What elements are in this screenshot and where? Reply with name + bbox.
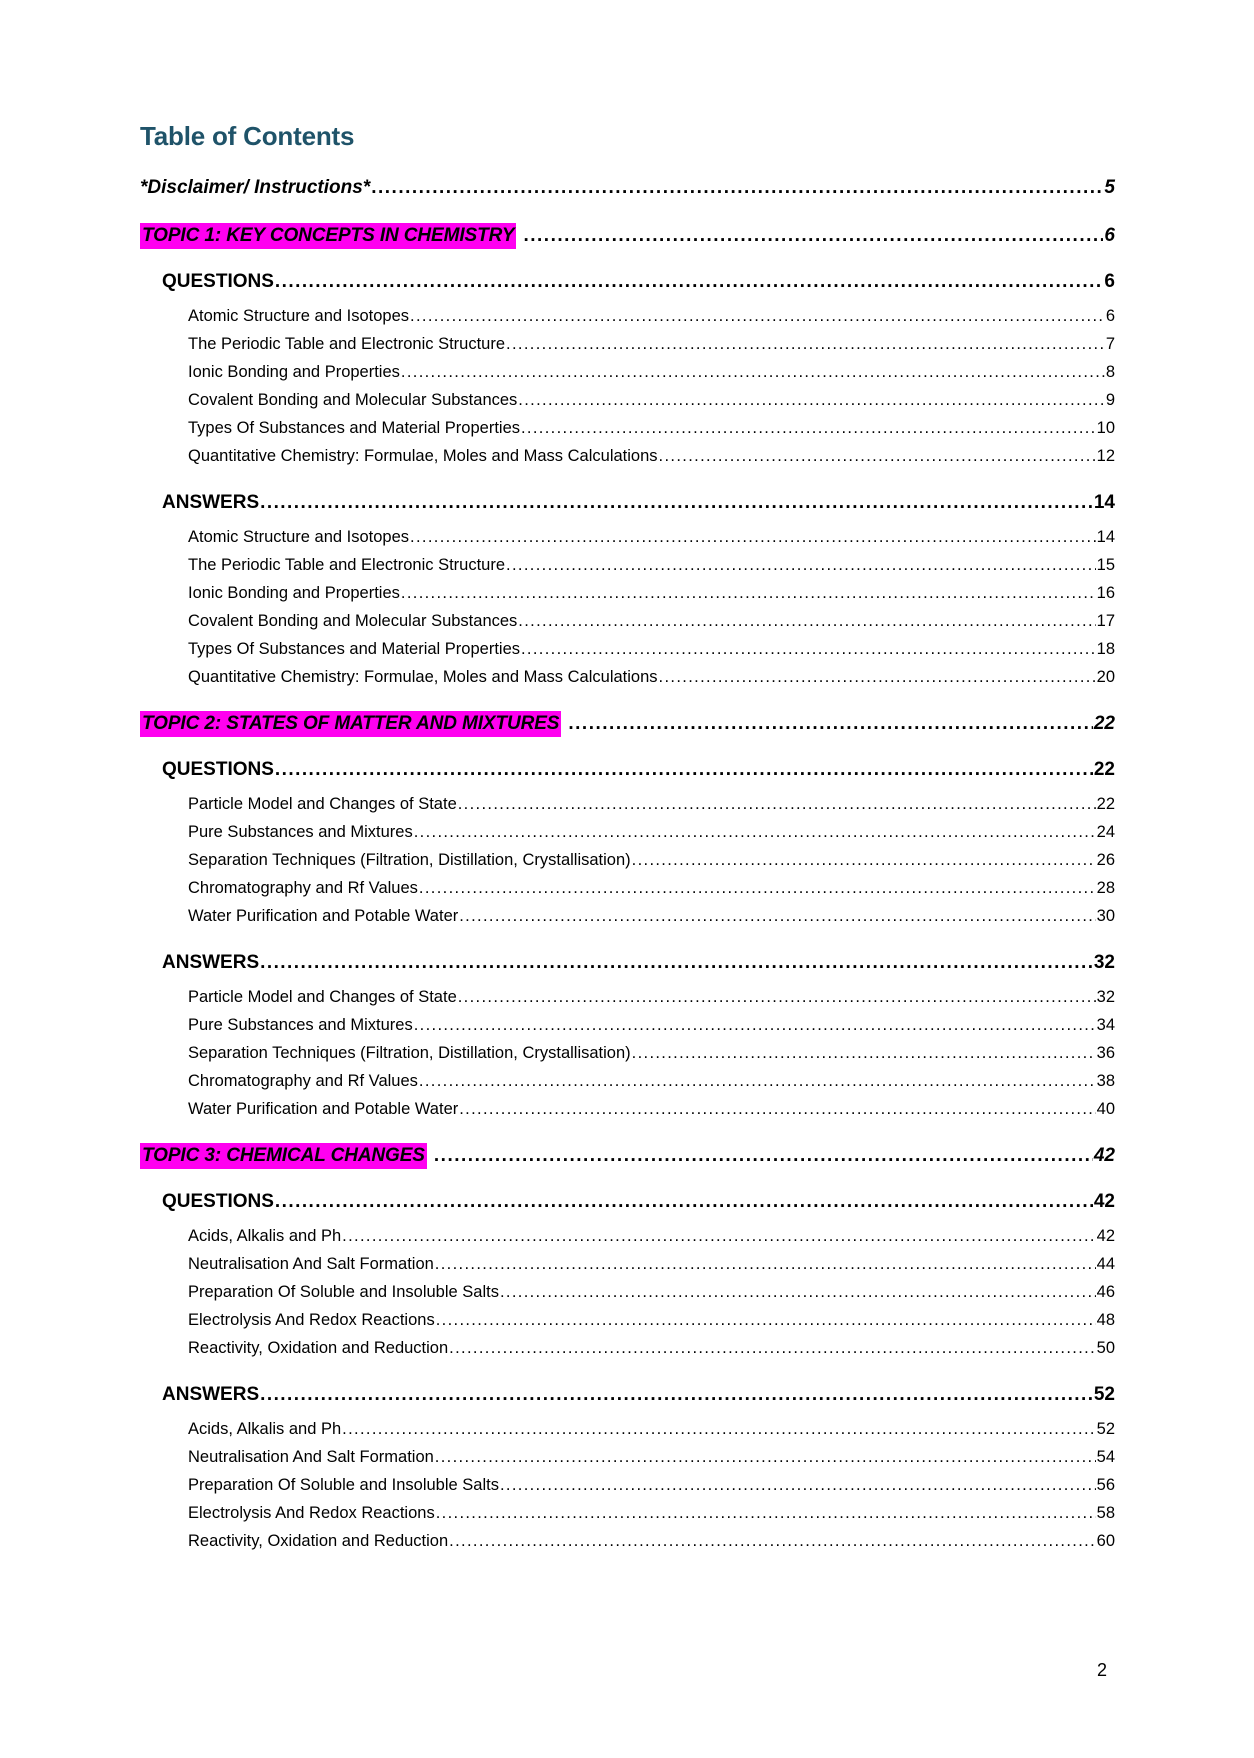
toc-entry-label: Acids, Alkalis and Ph [188, 1226, 342, 1245]
toc-entry-label: The Periodic Table and Electronic Structure [188, 334, 506, 353]
toc-entry-page-number: 22 [1093, 712, 1115, 734]
toc-entry-item[interactable] [140, 1072, 1115, 1091]
toc-entry-page-number: 60 [1096, 1531, 1115, 1550]
toc-dot-leader [260, 1384, 1093, 1406]
toc-dot-leader [659, 668, 1096, 687]
toc-entry-page-number: 6 [1104, 270, 1115, 292]
toc-dot-leader [275, 271, 1104, 293]
toc-entry-page-number: 46 [1096, 1282, 1115, 1301]
toc-entry-page-number: 28 [1096, 878, 1115, 897]
toc-dot-leader [275, 759, 1093, 781]
toc-entry-page-number: 38 [1096, 1071, 1115, 1090]
toc-entry-label: QUESTIONS [162, 1190, 274, 1212]
toc-entry-item[interactable] [140, 1448, 1115, 1467]
toc-entry-section[interactable] [140, 271, 1115, 293]
toc-entry-item[interactable] [140, 907, 1115, 926]
toc-entry-topic[interactable] [140, 1143, 1115, 1169]
toc-entry-label: *Disclaimer/ Instructions* [140, 176, 371, 198]
toc-entry-page-number: 15 [1096, 555, 1115, 574]
toc-entry-item[interactable] [140, 335, 1115, 354]
toc-entry-label: Particle Model and Changes of State [188, 987, 457, 1006]
toc-dot-leader [632, 1044, 1096, 1063]
toc-entry-page-number: 22 [1096, 794, 1115, 813]
toc-entry-section[interactable] [140, 1384, 1115, 1406]
toc-entry-page-number: 32 [1096, 987, 1115, 1006]
toc-entry-section[interactable] [140, 952, 1115, 974]
toc-entry-page-number: 48 [1096, 1310, 1115, 1329]
toc-dot-leader [401, 584, 1096, 603]
toc-entry-label: ANSWERS [162, 951, 260, 973]
toc-entry-label: Ionic Bonding and Properties [188, 583, 400, 602]
toc-entry-label: Atomic Structure and Isotopes [188, 527, 410, 546]
toc-entry-page-number: 36 [1096, 1043, 1115, 1062]
toc-dot-leader [500, 1476, 1096, 1495]
toc-entry-page-number: 14 [1093, 491, 1115, 513]
toc-dot-leader [436, 1311, 1096, 1330]
toc-entry-item[interactable] [140, 556, 1115, 575]
toc-entry-item[interactable] [140, 1227, 1115, 1246]
toc-entry-page-number: 17 [1096, 611, 1115, 630]
toc-entry-item[interactable] [140, 668, 1115, 687]
toc-entry-page-number: 58 [1096, 1503, 1115, 1522]
toc-dot-leader [435, 1255, 1096, 1274]
toc-entry-label: ANSWERS [162, 491, 260, 513]
toc-dot-leader [260, 492, 1093, 514]
toc-entry-page-number: 16 [1096, 583, 1115, 602]
toc-entry-item[interactable] [140, 391, 1115, 410]
toc-entry-page-number: 42 [1096, 1226, 1115, 1245]
toc-dot-leader [275, 1191, 1093, 1213]
toc-entry-item[interactable] [140, 640, 1115, 659]
toc-entry-item[interactable] [140, 1504, 1115, 1523]
toc-entry-label: Water Purification and Potable Water [188, 1099, 459, 1118]
toc-dot-leader [459, 1100, 1095, 1119]
toc-dot-leader [568, 713, 1092, 735]
toc-entry-label: Particle Model and Changes of State [188, 794, 457, 813]
toc-entry-label: Preparation Of Soluble and Insoluble Salts [188, 1282, 499, 1301]
toc-dot-leader [518, 612, 1095, 631]
toc-entry-item[interactable] [140, 1283, 1115, 1302]
toc-entry-label: Separation Techniques (Filtration, Distillation, Crystallisation) [188, 850, 631, 869]
toc-dot-leader [436, 1504, 1096, 1523]
toc-entry-item[interactable] [140, 1339, 1115, 1358]
toc-entry-item[interactable] [140, 528, 1115, 547]
toc-entry-item[interactable] [140, 1476, 1115, 1495]
toc-entry-label: Pure Substances and Mixtures [188, 1015, 413, 1034]
toc-entry-item[interactable] [140, 1100, 1115, 1119]
toc-entry-page-number: 54 [1096, 1447, 1115, 1466]
toc-entry-topic[interactable] [140, 711, 1115, 737]
toc-dot-leader [449, 1339, 1095, 1358]
toc-entry-label: Covalent Bonding and Molecular Substances [188, 390, 518, 409]
toc-entry-label: Quantitative Chemistry: Formulae, Moles and Mass Calculations [188, 667, 658, 686]
toc-entry-page-number: 32 [1093, 951, 1115, 973]
toc-entry-label: Ionic Bonding and Properties [188, 362, 400, 381]
toc-entry-page-number: 30 [1096, 906, 1115, 925]
toc-entry-label: Covalent Bonding and Molecular Substances [188, 611, 518, 630]
toc-entry-page-number: 8 [1105, 362, 1115, 381]
toc-entry-page-number: 7 [1105, 334, 1115, 353]
toc-dot-leader [449, 1532, 1095, 1551]
toc-dot-leader [371, 177, 1103, 199]
toc-dot-leader [419, 879, 1096, 898]
toc-entry-label: TOPIC 2: STATES OF MATTER AND MIXTURES [140, 711, 561, 737]
toc-entry-label: Types Of Substances and Material Properties [188, 639, 520, 658]
toc-entry-page-number: 42 [1093, 1144, 1115, 1166]
toc-entry-page-number: 26 [1096, 850, 1115, 869]
toc-entry-item[interactable] [140, 1255, 1115, 1274]
toc-entry-item[interactable] [140, 1044, 1115, 1063]
toc-dot-leader [410, 528, 1096, 547]
toc-entry-item[interactable] [140, 879, 1115, 898]
toc-entry-label: QUESTIONS [162, 270, 274, 292]
toc-entry-label: Atomic Structure and Isotopes [188, 306, 410, 325]
toc-entry-item[interactable] [140, 612, 1115, 631]
toc-entry-page-number: 12 [1096, 446, 1115, 465]
toc-entry-label: ANSWERS [162, 1383, 260, 1405]
toc-entry-item[interactable] [140, 419, 1115, 438]
toc-entry-page-number: 50 [1096, 1338, 1115, 1357]
toc-entry-label: Reactivity, Oxidation and Reduction [188, 1338, 449, 1357]
toc-entry-page-number: 22 [1093, 758, 1115, 780]
toc-dot-leader [459, 907, 1095, 926]
toc-entry-page-number: 44 [1096, 1254, 1115, 1273]
toc-entry-item[interactable] [140, 1311, 1115, 1330]
toc-dot-leader [410, 307, 1105, 326]
toc-dot-leader [506, 556, 1096, 575]
toc-content [140, 122, 1115, 1560]
toc-entry-label: Separation Techniques (Filtration, Distillation, Crystallisation) [188, 1043, 631, 1062]
toc-entry-section[interactable] [140, 492, 1115, 514]
toc-entry-item[interactable] [140, 584, 1115, 603]
toc-entry-label: Chromatography and Rf Values [188, 1071, 418, 1090]
toc-list [140, 177, 1115, 1551]
toc-dot-leader [458, 795, 1096, 814]
toc-dot-leader [632, 851, 1096, 870]
toc-entry-item[interactable] [140, 823, 1115, 842]
toc-entry-page-number: 34 [1096, 1015, 1115, 1034]
toc-entry-page-number: 5 [1104, 176, 1115, 198]
toc-entry-page-number: 40 [1096, 1099, 1115, 1118]
toc-entry-item[interactable] [140, 363, 1115, 382]
toc-dot-leader [506, 335, 1105, 354]
toc-dot-leader [260, 952, 1093, 974]
toc-entry-page-number: 52 [1093, 1383, 1115, 1405]
toc-entry-item[interactable] [140, 307, 1115, 326]
toc-entry-label: QUESTIONS [162, 758, 274, 780]
toc-dot-leader [659, 447, 1096, 466]
toc-dot-leader [458, 988, 1096, 1007]
toc-entry-label: Chromatography and Rf Values [188, 878, 418, 897]
toc-dot-leader [414, 823, 1096, 842]
toc-dot-leader [500, 1283, 1096, 1302]
toc-entry-page-number: 42 [1093, 1190, 1115, 1212]
toc-entry-page-number: 9 [1105, 390, 1115, 409]
page-title: Table of Contents [140, 121, 355, 151]
toc-entry-disclaimer[interactable] [140, 177, 1115, 199]
toc-entry-label: Quantitative Chemistry: Formulae, Moles and Mass Calculations [188, 446, 658, 465]
toc-entry-page-number: 6 [1104, 224, 1115, 246]
toc-dot-leader [435, 1448, 1096, 1467]
toc-entry-page-number: 52 [1096, 1419, 1115, 1438]
toc-dot-leader [523, 225, 1103, 247]
toc-entry-item[interactable] [140, 1420, 1115, 1439]
toc-entry-label: Acids, Alkalis and Ph [188, 1419, 342, 1438]
toc-entry-topic[interactable] [140, 223, 1115, 249]
toc-dot-leader [342, 1420, 1095, 1439]
toc-entry-section[interactable] [140, 759, 1115, 781]
toc-dot-leader [521, 419, 1096, 438]
toc-entry-page-number: 24 [1096, 822, 1115, 841]
toc-entry-item[interactable] [140, 1532, 1115, 1551]
toc-entry-label: TOPIC 3: CHEMICAL CHANGES [140, 1143, 427, 1169]
toc-entry-section[interactable] [140, 1191, 1115, 1213]
toc-entry-item[interactable] [140, 988, 1115, 1007]
toc-entry-label: The Periodic Table and Electronic Structure [188, 555, 506, 574]
footer-page-number: 2 [1096, 1660, 1107, 1680]
toc-entry-page-number: 6 [1105, 306, 1115, 325]
toc-entry-page-number: 18 [1096, 639, 1115, 658]
toc-entry-label: Neutralisation And Salt Formation [188, 1254, 434, 1273]
toc-dot-leader [342, 1227, 1095, 1246]
toc-entry-label: Preparation Of Soluble and Insoluble Salts [188, 1475, 499, 1494]
toc-dot-leader [518, 391, 1105, 410]
toc-entry-label: Electrolysis And Redox Reactions [188, 1310, 435, 1329]
toc-entry-page-number: 56 [1096, 1475, 1115, 1494]
toc-dot-leader [401, 363, 1105, 382]
toc-dot-leader [419, 1072, 1096, 1091]
toc-entry-page-number: 10 [1096, 418, 1115, 437]
toc-entry-label: Neutralisation And Salt Formation [188, 1447, 434, 1466]
toc-entry-label: Pure Substances and Mixtures [188, 822, 413, 841]
toc-entry-item[interactable] [140, 447, 1115, 466]
toc-entry-label: TOPIC 1: KEY CONCEPTS IN CHEMISTRY [140, 223, 516, 249]
toc-dot-leader [521, 640, 1096, 659]
toc-dot-leader [414, 1016, 1096, 1035]
toc-entry-item[interactable] [140, 1016, 1115, 1035]
toc-entry-label: Reactivity, Oxidation and Reduction [188, 1531, 449, 1550]
toc-entry-label: Water Purification and Potable Water [188, 906, 459, 925]
toc-dot-leader [434, 1145, 1093, 1167]
toc-entry-label: Electrolysis And Redox Reactions [188, 1503, 435, 1522]
toc-entry-item[interactable] [140, 851, 1115, 870]
toc-entry-page-number: 20 [1096, 667, 1115, 686]
toc-entry-page-number: 14 [1096, 527, 1115, 546]
toc-entry-label: Types Of Substances and Material Properties [188, 418, 520, 437]
toc-entry-item[interactable] [140, 795, 1115, 814]
